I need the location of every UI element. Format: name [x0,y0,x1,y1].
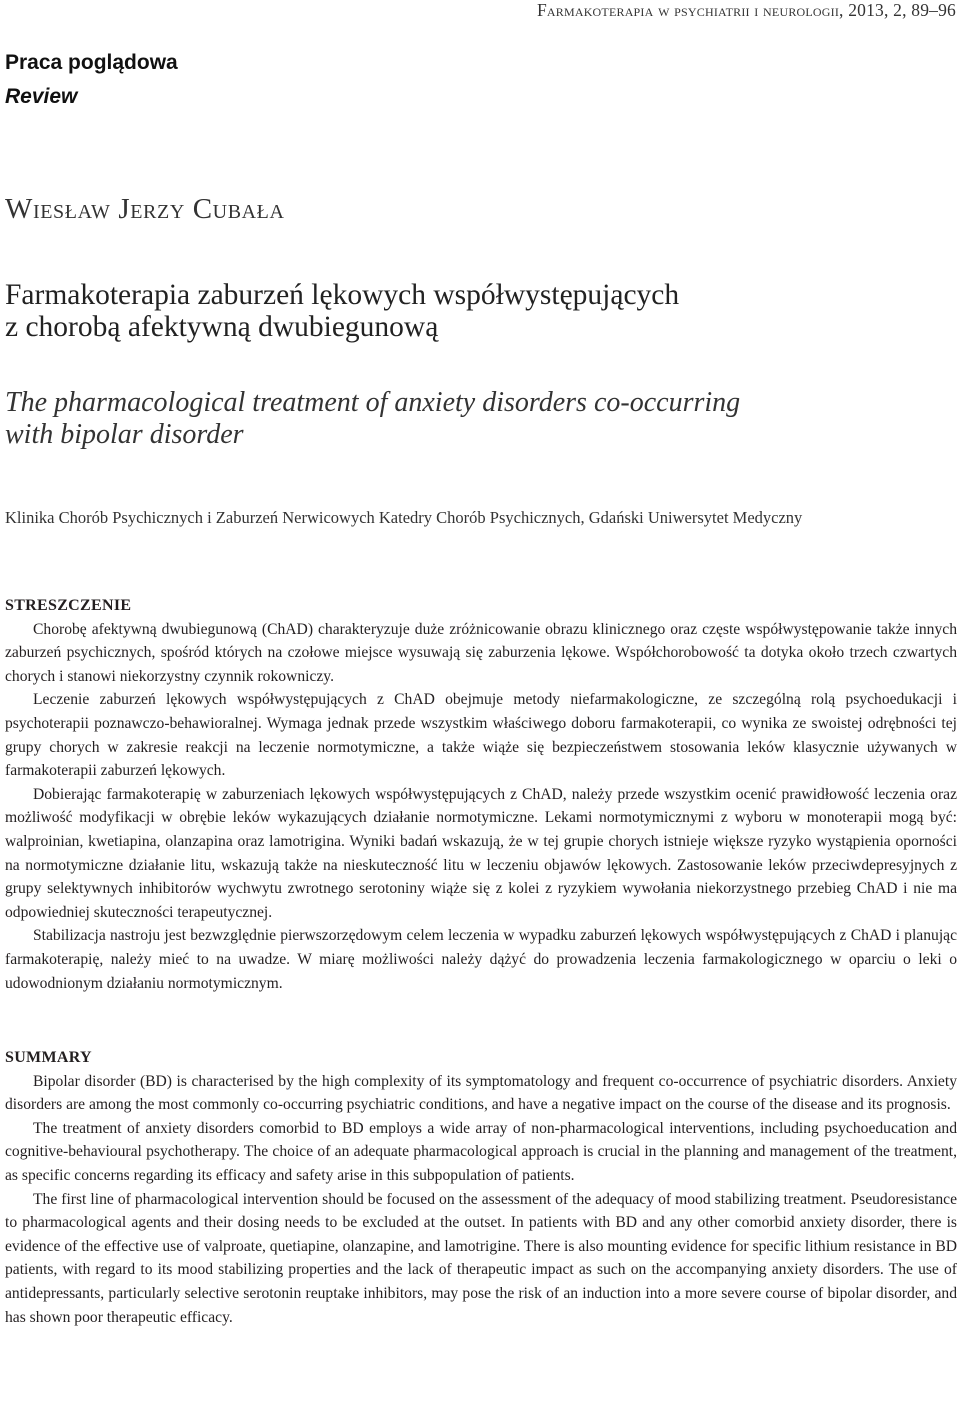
summary-paragraph: The treatment of anxiety disorders comorbid to BD employs a wide array of non-pharmacological interventions, including psychoeducation and cognitive-behavioural psychotherapy. The choice of an adequate pharmacological approach is crucial in the planning and management of the treatment, as specific concerns regarding its efficacy and safety arise in this subpopulation of patients. [5,1119,957,1184]
affiliation: Klinika Chorób Psychicznych i Zaburzeń Nerwicowych Katedry Chorób Psychicznych, Gdański Uniwersytet Medyczny [5,508,803,527]
title-polish [5,279,955,343]
abstract-paragraph: Chorobę afektywną dwubiegunową (ChAD) charakteryzuje duże zróżnicowanie obrazu klinicznego oraz częste współwystępowanie także innych zaburzeń psychicznych, spośród których na czołowe miejsce wysuwają się zaburzenia lękowe. Współchorobowość ta dotyka około trzech czwartych chorych i stanowi niekorzystny czynnik rokowniczy. [5,620,957,685]
title-polish-line-2: z chorobą afektywną dwubiegunową [5,311,439,343]
title-polish-line-1: Farmakoterapia zaburzeń lękowych współwystępujących [5,279,680,311]
article-type-pl: Praca poglądowa [5,51,178,74]
author-name: Wiesław Jerzy Cubała [5,193,285,225]
abstract-paragraph: Leczenie zaburzeń lękowych współwystępujących z ChAD obejmuje metody niefarmakologiczne, ze szczególną rolą psychoedukacji i psychoterapii poznawczo-behawioralnej. Wymaga jednak przede wszystkim właściwego doboru farmakoterapii, co wynika ze swoistej odrębności tej grupy chorych w zakresie reakcji na leczenie normotymiczne, a także wiąże się bezpieczeństwem stosowania leków klasycznie używanych w farmakoterapii zaburzeń lękowych. [5,691,957,780]
abstract-heading-streszczenie: STRESZCZENIE [5,597,132,614]
title-english-line-2: with bipolar disorder [5,419,244,450]
summary-paragraph: Bipolar disorder (BD) is characterised by the high complexity of its symptomatology and frequent co-occurrence of psychiatric disorders. Anxiety disorders are among the most commonly co-occurring psychiatric conditions, and have a negative impact on the course of the disease and its prognosis. [5,1072,957,1114]
running-head: Farmakoterapia w psychiatrii i neurologii, 2013, 2, 89–96 [536,0,956,20]
summary-paragraph: The first line of pharmacological intervention should be focused on the assessment of the adequacy of mood stabilizing treatment. Pseudoresistance to pharmacological agents and their dosing needs to be excluded at the outset. In patients with BD and any other comorbid anxiety disorder, there is evidence of the effective use of valproate, quetiapine, olanzapine, and lamotrigine. There is also mounting evidence for specific lithium resistance in BD patients, with regard to its mood stabilizing properties and the lack of therapeutic impact as such on the accompanying anxiety disorders. The use of antidepressants, particularly selective serotonin reuptake inhibitors, may pose the risk of an induction into a more severe course of bipolar disorder, and has shown poor therapeutic efficacy. [5,1190,957,1326]
title-english [5,387,955,451]
abstract-polish [5,594,957,995]
abstract-heading-summary: SUMMARY [5,1049,92,1066]
article-type [5,46,178,114]
abstract-paragraph: Dobierając farmakoterapię w zaburzeniach lękowych współwystępujących z ChAD, należy przede wszystkim ocenić prawidłowość leczenia oraz możliwość modyfikacji w obrębie leków wykazujących działanie normotymiczne. Lekami normotymicznymi z wyboru w monoterapii mogą być: walproinian, kwetiapina, olanzapina oraz lamotrigina. Wyniki badań wskazują, że w tej grupie chorych istnieje większe ryzyko wystąpienia oporności na normotymiczne działanie litu, wskazują także na nieskuteczność litu w leczeniu objawów lękowych. Zastosowanie leków przeciwdepresyjnych z grupy selektywnych inhibitorów wychwytu zwrotnego serotoniny wiąże się z kolei z ryzykiem wywołania niekorzystnego przebieg ChAD i nie ma odpowiedniej skuteczności terapeutycznej. [5,785,957,921]
abstract-paragraph: Stabilizacja nastroju jest bezwzględnie pierwszorzędowym celem leczenia w wypadku zaburzeń lękowych współwystępujących z ChAD i planując farmakoterapię, należy mieć to na uwadze. W miarę możliwości należy dążyć do prowadzenia leczenia farmakologicznego w oparciu o leki o udowodnionym działaniu normotymicznym. [5,927,957,992]
article-type-en: Review [5,85,78,108]
title-english-line-1: The pharmacological treatment of anxiety disorders co-occurring [5,387,741,418]
abstract-english [5,1046,957,1329]
